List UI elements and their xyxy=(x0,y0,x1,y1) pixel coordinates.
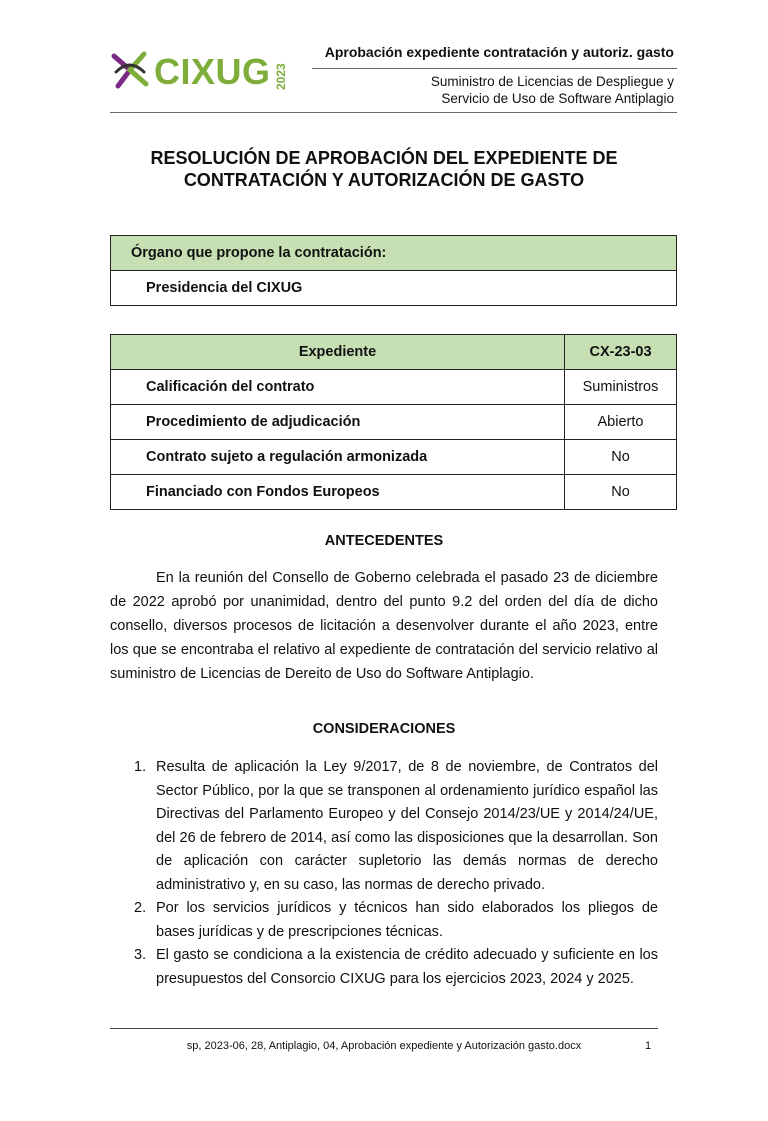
expediente-table xyxy=(110,334,677,510)
row-label: Contrato sujeto a regulación armonizada xyxy=(111,440,565,475)
list-item-number: 1. xyxy=(134,759,147,775)
logo-year xyxy=(270,52,292,92)
footer-filename: sp, 2023-06, 28, Antiplagio, 04, Aprobación expediente y Autorización gasto.docx xyxy=(186,1040,582,1052)
antecedentes-text: En la reunión del Consello de Goberno celebrada el pasado 23 de diciembre de 2022 aprobó por unanimidad, dentro del punto 9.2 del orden del día de dicho consello, diversos procesos de licitación a desenvolver durante el año 2023, entre los que se encontraba el relativo al expediente de contratación del servicio relativo al suministro de Licencias de Dereito de Uso do Software Antiplagio. xyxy=(110,570,658,682)
table-row xyxy=(111,475,677,510)
row-label: Procedimiento de adjudicación xyxy=(111,405,565,440)
list-item-text: Resulta de aplicación la Ley 9/2017, de 8 de noviembre, de Contratos del Sector Público, por la que se transponen al ordenamiento jurídico español las Directivas del Parlamento Europeo y del Consejo 2014/23/UE y 2014/24/UE, del 26 de febrero de 2014, así como las disposiciones que la desarrollan. Son de aplicación con carácter supletorio las demás normas de derecho administrativo y, en su caso, las normas de derecho privado. xyxy=(156,759,658,893)
row-label: Calificación del contrato xyxy=(111,370,565,405)
row-value: Suministros xyxy=(565,370,677,405)
row-value: No xyxy=(565,440,677,475)
row-value: Abierto xyxy=(565,405,677,440)
antecedentes-heading: ANTECEDENTES xyxy=(324,533,444,549)
logo-year-text: 2023 xyxy=(274,63,288,90)
row-label: Financiado con Fondos Europeos xyxy=(111,475,565,510)
cixug-logo-icon xyxy=(108,48,152,92)
header-subtitle-line2: Servicio de Uso de Software Antiplagio xyxy=(441,91,674,106)
list-item-text: Por los servicios jurídicos y técnicos han sido elaborados los pliegos de bases jurídicas y de prescripciones técnicas. xyxy=(156,900,658,940)
footer-divider xyxy=(110,1028,658,1029)
table-row xyxy=(111,370,677,405)
table-row xyxy=(111,405,677,440)
list-item xyxy=(110,944,658,991)
expediente-header-value: CX-23-03 xyxy=(565,335,677,370)
consideraciones-heading: CONSIDERACIONES xyxy=(312,721,456,737)
document-title-line2: CONTRATACIÓN Y AUTORIZACIÓN DE GASTO xyxy=(183,170,585,190)
list-item-number: 2. xyxy=(134,900,147,916)
list-item-text: El gasto se condiciona a la existencia de crédito adecuado y suficiente en los presupuestos del Consorcio CIXUG para los ejercicios 2023, 2024 y 2025. xyxy=(156,947,658,987)
header-bottom-divider xyxy=(110,112,677,113)
document-title-line1: RESOLUCIÓN DE APROBACIÓN DEL EXPEDIENTE DE xyxy=(150,148,618,168)
list-item xyxy=(110,756,658,897)
organo-table xyxy=(110,235,677,306)
logo-text: CIXUG xyxy=(154,51,271,92)
organo-header: Órgano que propone la contratación: xyxy=(111,236,677,271)
document-title xyxy=(110,147,658,191)
row-value: No xyxy=(565,475,677,510)
expediente-header-label: Expediente xyxy=(111,335,565,370)
consideraciones-list xyxy=(110,756,658,991)
table-row xyxy=(111,440,677,475)
header-title: Aprobación expediente contratación y autoriz. gasto xyxy=(324,44,674,60)
page-number: 1 xyxy=(645,1040,652,1052)
header-divider xyxy=(312,68,677,69)
list-item xyxy=(110,897,658,944)
organo-value: Presidencia del CIXUG xyxy=(111,271,677,306)
header-subtitle-line1: Suministro de Licencias de Despliegue y xyxy=(430,74,674,89)
antecedentes-paragraph xyxy=(110,566,658,686)
list-item-number: 3. xyxy=(134,947,147,963)
